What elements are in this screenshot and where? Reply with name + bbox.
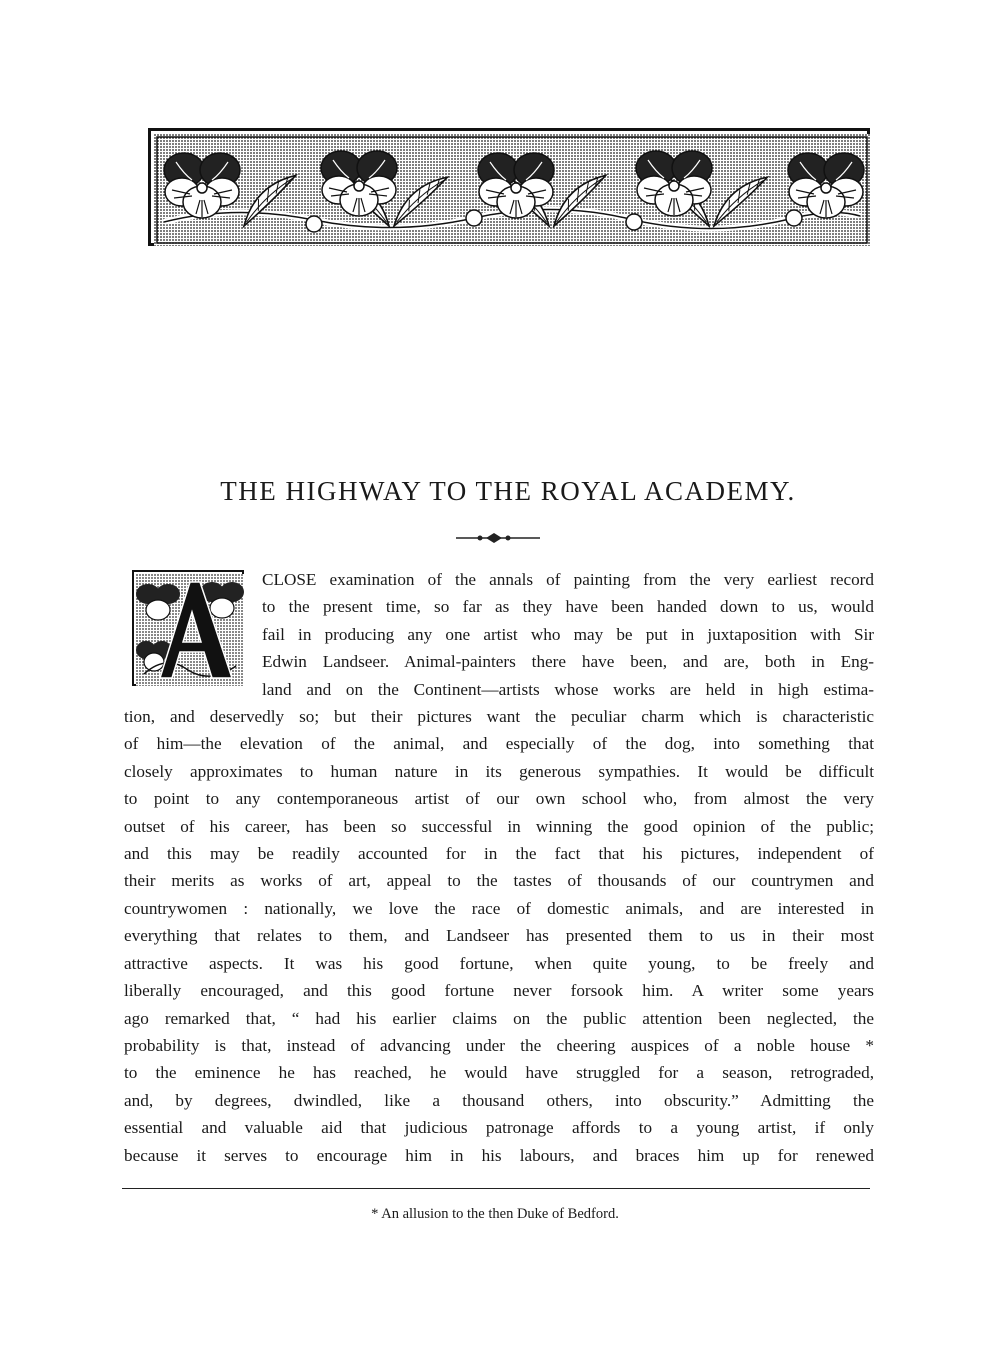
body-paragraph — [124, 566, 874, 1169]
text-line: and, by degrees, dwindled, like a thousand others, into obscurity.” Admitting the — [124, 1090, 874, 1110]
pansy-ornament-icon — [154, 134, 870, 246]
text-line: Edwin Landseer. Animal-painters there have been, and are, both in Eng- — [262, 652, 874, 672]
page-title: THE HIGHWAY TO THE ROYAL ACADEMY. — [220, 476, 796, 506]
text-line: ago remarked that, “ had his earlier claims on the public attention been neglected, the — [124, 1008, 874, 1028]
ornamental-rule-icon — [456, 532, 540, 544]
text-line: outset of his career, has been so successful in winning the good opinion of the public; — [124, 816, 874, 836]
text-line: of him—the elevation of the animal, and especially of the dog, into something that — [124, 734, 874, 754]
text-line: because it serves to encourage him in his labours, and braces him up for renewed — [124, 1145, 874, 1165]
text-line: liberally encouraged, and this good fortune never forsook him. A writer some years — [124, 981, 874, 1001]
floral-pansy-banner — [148, 128, 870, 246]
text-line: to the eminence he has reached, he would have struggled for a season, retrograded, — [124, 1063, 874, 1083]
text-line: CLOSE examination of the annals of painting from the very earliest record — [262, 570, 874, 589]
text-line: to the present time, so far as they have been handed down to us, would — [262, 597, 874, 617]
text-line: tion, and deservedly so; but their pictures want the peculiar charm which is characteristic — [124, 707, 874, 727]
footnote-divider — [122, 1188, 870, 1189]
text-line: countrywomen : nationally, we love the race of domestic animals, and are interested in — [124, 898, 874, 918]
text-line: and this may be readily accounted for in the fact that his pictures, independent of — [124, 844, 874, 864]
text-line: fail in producing any one artist who may be put in juxtaposition with Sir — [262, 624, 874, 644]
text-line: closely approximates to human nature in its generous sympathies. It would be difficult — [124, 761, 874, 781]
text-line: probability is that, instead of advancing under the cheering auspices of a noble house * — [124, 1035, 874, 1055]
text-line: their merits as works of art, appeal to the tastes of thousands of our countrymen and — [124, 871, 874, 891]
footnote: * An allusion to the then Duke of Bedford. — [371, 1206, 619, 1222]
text-line: to point to any contemporaneous artist of our own school who, from almost the very — [124, 789, 874, 809]
text-line: everything that relates to them, and Landseer has presented them to us in their most — [124, 926, 874, 946]
text-line: attractive aspects. It was his good fortune, when quite young, to be freely and — [124, 953, 874, 973]
text-line: land and on the Continent—artists whose works are held in high estima- — [262, 679, 874, 699]
text-line: essential and valuable aid that judicious patronage affords to a young artist, if only — [124, 1118, 874, 1138]
